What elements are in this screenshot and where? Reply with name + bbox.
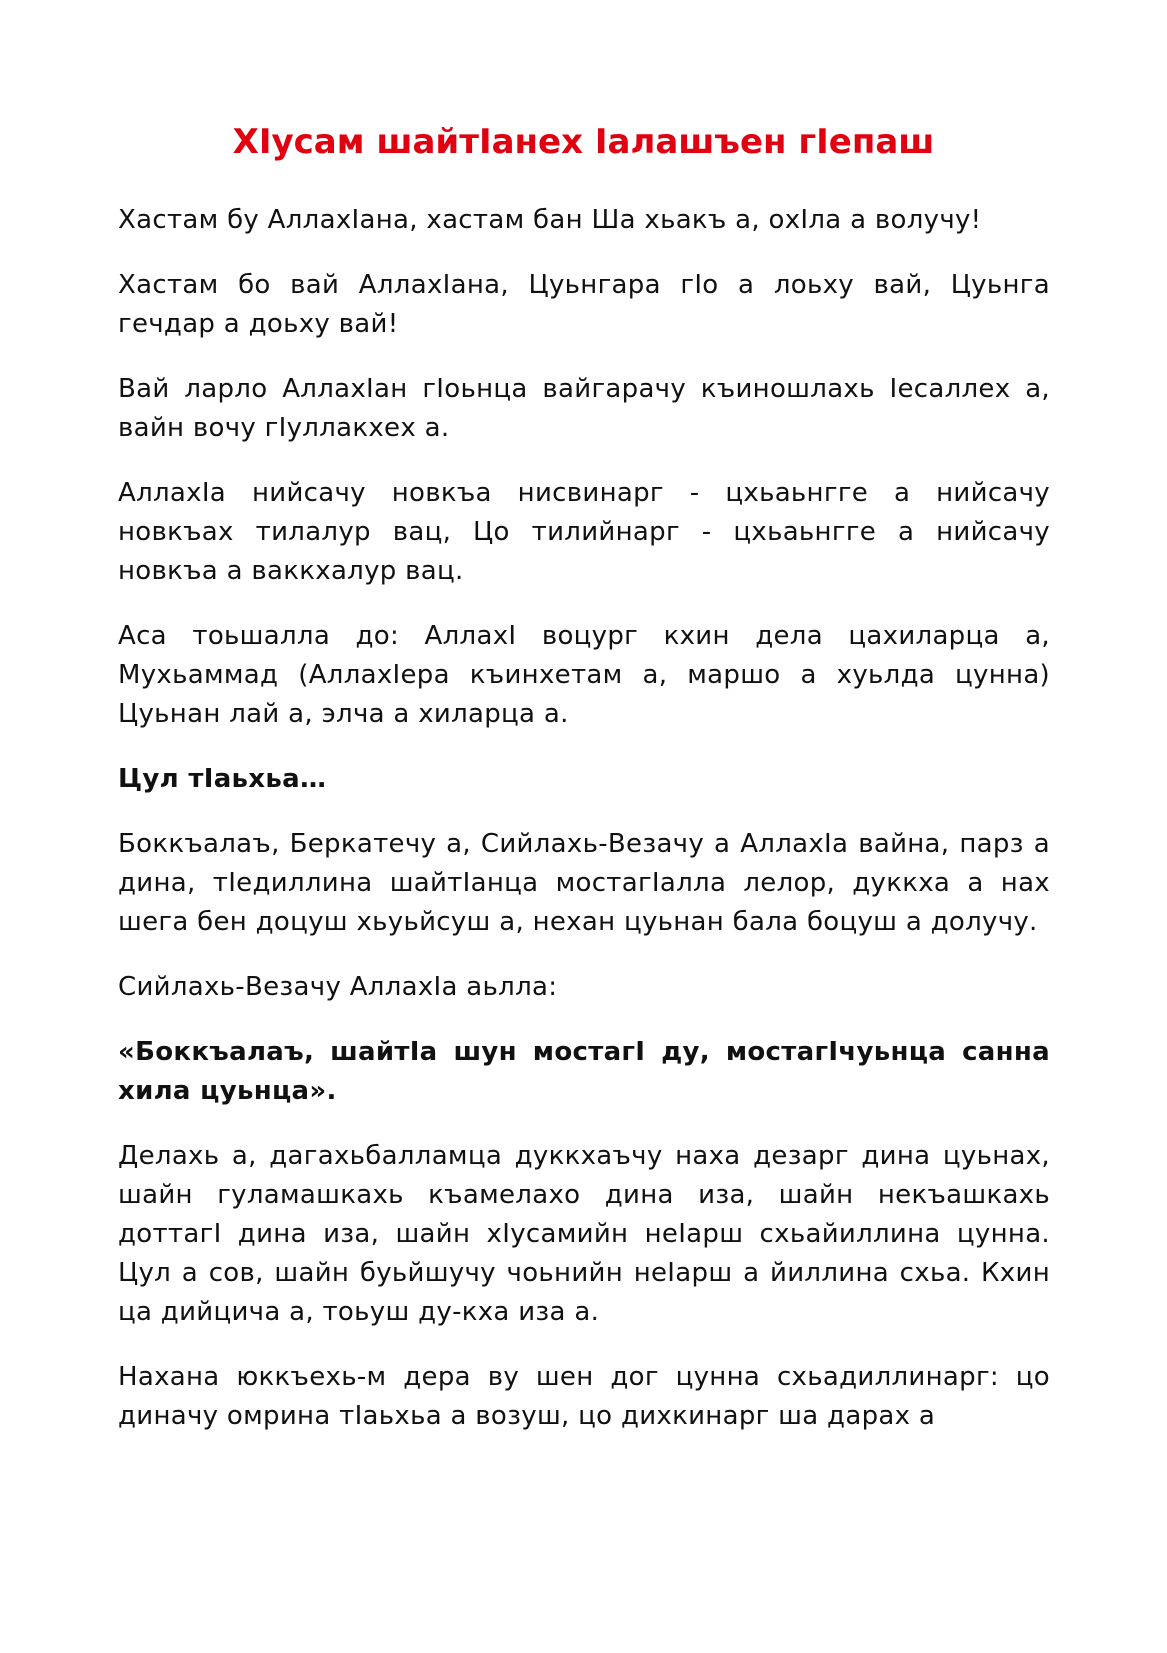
- quote-paragraph: «Боккъалаъ, шайтIа шун мостагI ду, мостагIчуьнца санна хила цуьнца».: [118, 1037, 1050, 1106]
- paragraph: Делахь а, дагахьбалламца дуккхаъчу наха дезарг дина цуьнах, шайн гуламашкахь къамелахо дина иза, шайн некъашкахь доттагI дина иза, шайн хIусамийн неIарш схьайиллина цунна. Цул а сов, шайн буьйшучу чоьнийн неIарш а йиллина схьа. Кхин ца дийцича а, тоьуш ду-кха иза а.: [118, 1141, 1050, 1327]
- paragraph: Боккъалаъ, Беркатечу а, Сийлахь-Везачу а АллахIа вайна, парз а дина, тIедиллина шайтIанца мостагIалла лелор, дуккха а нах шега бен доцуш хьуьйсуш а, нехан цуьнан бала боцуш а долучу.: [118, 829, 1050, 937]
- document-title: ХIусам шайтIанех Iалашъен гIепаш: [232, 122, 935, 162]
- paragraph: АллахIа нийсачу новкъа нисвинарг - цхьаьнгге а нийсачу новкъах тилалур вац, Цо тилийнарг - цхьаьнгге а нийсачу новкъа а ваккхалур вац.: [118, 478, 1050, 586]
- document-body: [118, 201, 1050, 1462]
- paragraph: Сийлахь-Везачу АллахIа аьлла:: [118, 972, 558, 1002]
- section-heading: Цул тIаьхьа…: [118, 764, 327, 794]
- paragraph: Вай ларло АллахIан гIоьнца вайгарачу къиношлахь Iесаллех а, вайн вочу гIуллакхех а.: [118, 374, 1050, 443]
- paragraph: Аса тоьшалла до: АллахI воцург кхин дела цахиларца а, Мухьаммад (АллахIера къинхетам а, маршо а хуьлда цунна) Цуьнан лай а, элча а хиларца а.: [118, 621, 1050, 729]
- paragraph: Хастам бо вай АллахIана, Цуьнгара гIо а лоьху вай, Цуьнга гечдар а доьху вай!: [118, 270, 1050, 339]
- paragraph: Нахана юккъехь-м дера ву шен дог цунна схьадиллинарг: цо диначу омрина тIаьхьа а возуш, цо дихкинарг ша дарах а: [118, 1362, 1050, 1431]
- paragraph: Хастам бу АллахIана, хастам бан Ша хьакъ а, охIла а волучу!: [118, 205, 982, 235]
